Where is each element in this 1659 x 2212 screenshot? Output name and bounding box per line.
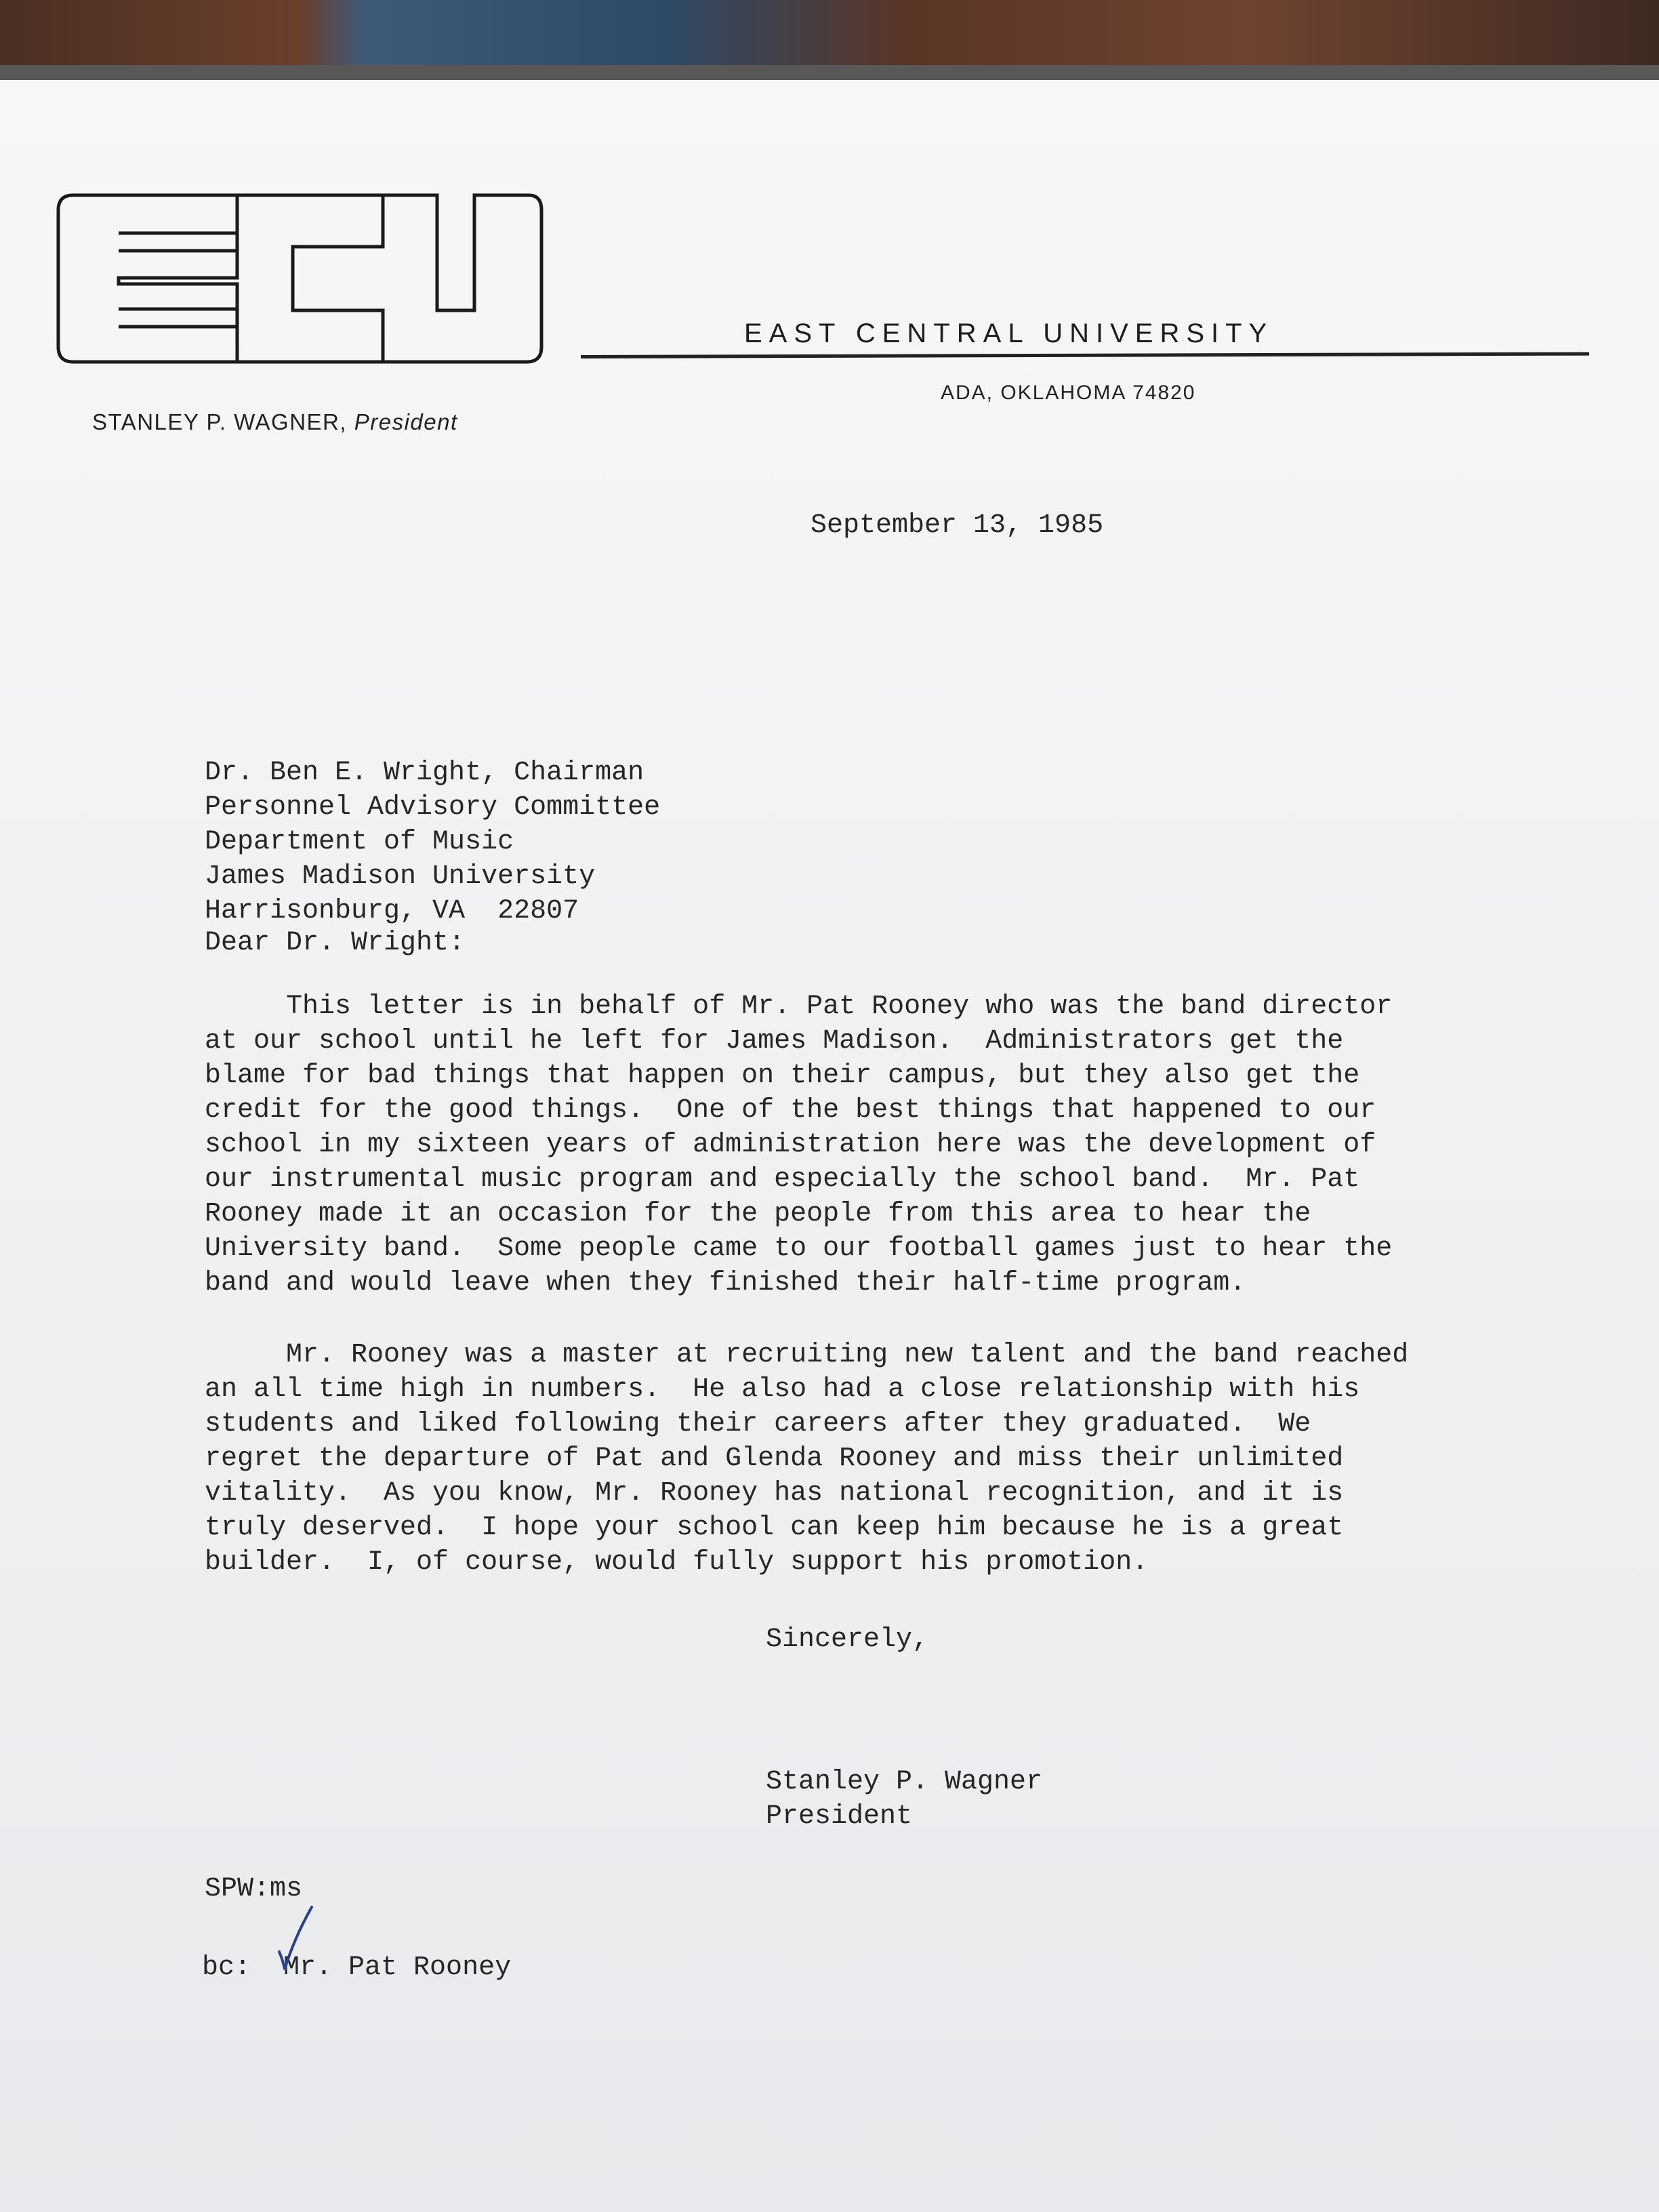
university-name: EAST CENTRAL UNIVERSITY xyxy=(744,319,1274,348)
signer-title: President xyxy=(766,1801,913,1832)
checkmark-icon xyxy=(274,1904,314,1975)
letterhead-president xyxy=(92,409,458,435)
body-paragraph-2 xyxy=(205,1338,1408,1580)
paragraph-line: an all time high in numbers. He also had a close relationship with his xyxy=(205,1374,1360,1405)
paragraph-line: students and liked following their careers after they graduated. We xyxy=(205,1409,1311,1439)
paragraph-line: truly deserved. I hope your school can keep him because he is a great xyxy=(205,1513,1344,1543)
president-name: STANLEY P. WAGNER, xyxy=(92,409,348,434)
paragraph-line: builder. I, of course, would fully support his promotion. xyxy=(205,1547,1149,1578)
paragraph-line: our instrumental music program and especially the school band. Mr. Pat xyxy=(205,1164,1360,1195)
paragraph-line: credit for the good things. One of the best things that happened to our xyxy=(205,1095,1376,1126)
recipient-line: Personnel Advisory Committee xyxy=(205,792,661,823)
paragraph-line: University band. Some people came to our football games just to hear the xyxy=(205,1233,1393,1264)
paragraph-line: vitality. As you know, Mr. Rooney has national recognition, and it is xyxy=(205,1478,1344,1509)
letter-date: September 13, 1985 xyxy=(811,510,1104,541)
paragraph-line: This letter is in behalf of Mr. Pat Rooney who was the band director xyxy=(205,991,1393,1022)
paragraph-line: regret the departure of Pat and Glenda Rooney and miss their unlimited xyxy=(205,1443,1344,1474)
paragraph-line: band and would leave when they finished their half-time program. xyxy=(205,1268,1246,1298)
salutation: Dear Dr. Wright: xyxy=(205,928,466,958)
paragraph-line: Mr. Rooney was a master at recruiting new talent and the band reached xyxy=(205,1340,1409,1370)
ecu-logo xyxy=(54,191,546,366)
recipient-line: Dr. Ben E. Wright, Chairman xyxy=(205,758,644,788)
recipient-line: Department of Music xyxy=(205,827,514,857)
typist-initials: SPW:ms xyxy=(205,1874,303,1904)
recipient-line: Harrisonburg, VA 22807 xyxy=(205,896,579,926)
blind-copy-line: bc: Mr. Pat Rooney xyxy=(202,1952,512,1983)
paragraph-line: at our school until he left for James Madison. Administrators get the xyxy=(205,1026,1344,1057)
signer-name: Stanley P. Wagner xyxy=(766,1767,1043,1797)
paragraph-line: blame for bad things that happen on their campus, but they also get the xyxy=(205,1061,1360,1091)
president-title: President xyxy=(354,409,458,434)
university-address: ADA, OKLAHOMA 74820 xyxy=(941,382,1196,404)
closing: Sincerely, xyxy=(766,1624,929,1655)
paragraph-line: Rooney made it an occasion for the people from this area to hear the xyxy=(205,1199,1311,1229)
recipient-line: James Madison University xyxy=(205,861,596,892)
signature-block xyxy=(766,1765,1042,1834)
body-paragraph-1 xyxy=(205,989,1392,1300)
paragraph-line: school in my sixteen years of administration here was the development of xyxy=(205,1130,1376,1160)
